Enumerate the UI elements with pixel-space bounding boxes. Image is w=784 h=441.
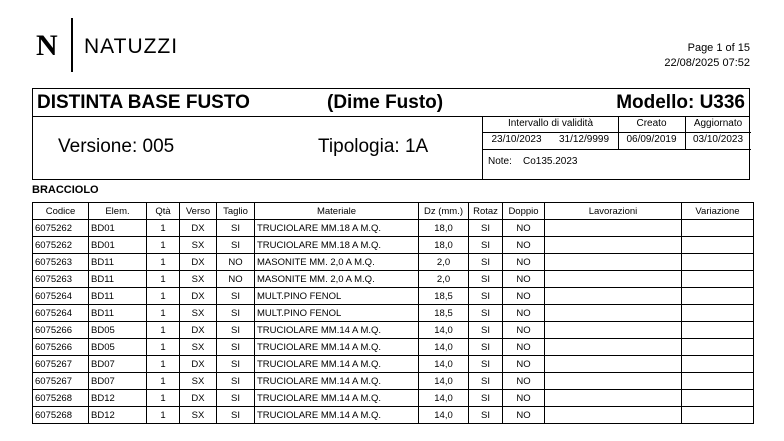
cell-materiale: TRUCIOLARE MM.14 A M.Q.: [255, 390, 419, 407]
cell-elem: BD01: [89, 220, 147, 237]
cell-doppio: NO: [503, 373, 545, 390]
brand-logo-divider: [71, 18, 73, 72]
cell-dz: 14,0: [419, 356, 469, 373]
cell-elem: BD12: [89, 390, 147, 407]
cell-taglio: SI: [217, 322, 255, 339]
cell-verso: DX: [180, 254, 217, 271]
table-row: [33, 220, 754, 237]
cell-qta: 1: [147, 288, 180, 305]
created-date: 06/09/2019: [626, 134, 677, 145]
cell-doppio: NO: [503, 305, 545, 322]
cell-rotaz: SI: [469, 339, 503, 356]
created-header: Creato: [636, 118, 667, 129]
cell-rotaz: SI: [469, 254, 503, 271]
brand-logo-letter: N: [36, 29, 58, 62]
cell-elem: BD11: [89, 271, 147, 288]
cell-materiale: TRUCIOLARE MM.14 A M.Q.: [255, 407, 419, 424]
cell-lavorazioni: [545, 220, 682, 237]
validity-from: 23/10/2023: [491, 134, 542, 145]
table-row: [33, 322, 754, 339]
cell-variazione: [682, 390, 754, 407]
cell-rotaz: SI: [469, 237, 503, 254]
cell-taglio: SI: [217, 356, 255, 373]
cell-doppio: NO: [503, 220, 545, 237]
cell-taglio: SI: [217, 305, 255, 322]
cell-verso: DX: [180, 356, 217, 373]
cell-elem: BD11: [89, 305, 147, 322]
cell-lavorazioni: [545, 254, 682, 271]
document-header-box: [32, 88, 750, 180]
cell-taglio: SI: [217, 390, 255, 407]
page-info: [664, 41, 750, 71]
cell-doppio: NO: [503, 288, 545, 305]
page-number: Page 1 of 15: [687, 42, 750, 54]
cell-qta: 1: [147, 271, 180, 288]
table-body: [33, 220, 754, 424]
cell-lavorazioni: [545, 305, 682, 322]
cell-variazione: [682, 305, 754, 322]
cell-codice: 6075264: [33, 288, 89, 305]
cell-materiale: TRUCIOLARE MM.14 A M.Q.: [255, 373, 419, 390]
cell-rotaz: SI: [469, 271, 503, 288]
column-header-materiale: Materiale: [255, 203, 419, 220]
cell-lavorazioni: [545, 407, 682, 424]
column-header-taglio: Taglio: [217, 203, 255, 220]
validity-to: 31/12/9999: [558, 134, 610, 145]
cell-dz: 18,5: [419, 305, 469, 322]
cell-doppio: NO: [503, 254, 545, 271]
column-header-qta: Qtà: [147, 203, 180, 220]
cell-lavorazioni: [545, 373, 682, 390]
cell-codice: 6075266: [33, 339, 89, 356]
cell-taglio: SI: [217, 237, 255, 254]
cell-doppio: NO: [503, 271, 545, 288]
cell-qta: 1: [147, 407, 180, 424]
cell-elem: BD12: [89, 407, 147, 424]
cell-qta: 1: [147, 254, 180, 271]
cell-lavorazioni: [545, 390, 682, 407]
cell-materiale: MULT.PINO FENOL: [255, 305, 419, 322]
cell-elem: BD01: [89, 237, 147, 254]
cell-variazione: [682, 237, 754, 254]
cell-dz: 18,0: [419, 220, 469, 237]
column-header-codice: Codice: [33, 203, 89, 220]
cell-materiale: TRUCIOLARE MM.18 A M.Q.: [255, 237, 419, 254]
column-header-verso: Verso: [180, 203, 217, 220]
print-datetime: 22/08/2025 07:52: [664, 57, 750, 69]
table-row: [33, 288, 754, 305]
cell-elem: BD11: [89, 254, 147, 271]
cell-qta: 1: [147, 305, 180, 322]
cell-codice: 6075263: [33, 254, 89, 271]
cell-rotaz: SI: [469, 356, 503, 373]
tipologia-label: Tipologia: 1A: [318, 136, 429, 157]
cell-dz: 2,0: [419, 271, 469, 288]
cell-codice: 6075263: [33, 271, 89, 288]
cell-taglio: SI: [217, 339, 255, 356]
cell-taglio: NO: [217, 271, 255, 288]
cell-rotaz: SI: [469, 322, 503, 339]
brand-logo-name: NATUZZI: [84, 35, 179, 58]
cell-variazione: [682, 288, 754, 305]
cell-lavorazioni: [545, 237, 682, 254]
cell-materiale: MASONITE MM. 2,0 A M.Q.: [255, 271, 419, 288]
cell-taglio: SI: [217, 288, 255, 305]
cell-dz: 18,0: [419, 237, 469, 254]
cell-dz: 2,0: [419, 254, 469, 271]
column-header-rotaz: Rotaz: [469, 203, 503, 220]
cell-materiale: MASONITE MM. 2,0 A M.Q.: [255, 254, 419, 271]
cell-verso: SX: [180, 339, 217, 356]
cell-verso: DX: [180, 390, 217, 407]
cell-qta: 1: [147, 237, 180, 254]
cell-rotaz: SI: [469, 373, 503, 390]
cell-verso: SX: [180, 407, 217, 424]
cell-dz: 14,0: [419, 407, 469, 424]
cell-dz: 18,5: [419, 288, 469, 305]
column-header-dz: Dz (mm.): [419, 203, 469, 220]
cell-elem: BD05: [89, 322, 147, 339]
table-row: [33, 271, 754, 288]
cell-qta: 1: [147, 339, 180, 356]
cell-codice: 6075264: [33, 305, 89, 322]
cell-rotaz: SI: [469, 220, 503, 237]
cell-dz: 14,0: [419, 373, 469, 390]
document-title: DISTINTA BASE FUSTO: [37, 92, 250, 113]
updated-header: Aggiornato: [693, 118, 743, 129]
cell-dz: 14,0: [419, 322, 469, 339]
cell-codice: 6075268: [33, 407, 89, 424]
cell-qta: 1: [147, 220, 180, 237]
cell-qta: 1: [147, 356, 180, 373]
note-value: Co135.2023: [523, 156, 578, 167]
column-header-lavorazioni: Lavorazioni: [545, 203, 682, 220]
cell-rotaz: SI: [469, 305, 503, 322]
updated-date: 03/10/2023: [692, 134, 744, 145]
cell-elem: BD07: [89, 356, 147, 373]
cell-verso: DX: [180, 322, 217, 339]
cell-doppio: NO: [503, 237, 545, 254]
cell-qta: 1: [147, 373, 180, 390]
cell-lavorazioni: [545, 356, 682, 373]
cell-variazione: [682, 254, 754, 271]
cell-verso: SX: [180, 271, 217, 288]
cell-codice: 6075267: [33, 373, 89, 390]
header-title-row: [33, 89, 749, 117]
cell-elem: BD11: [89, 288, 147, 305]
cell-variazione: [682, 407, 754, 424]
cell-rotaz: SI: [469, 390, 503, 407]
cell-dz: 14,0: [419, 339, 469, 356]
column-header-variazione: Variazione: [682, 203, 754, 220]
cell-variazione: [682, 373, 754, 390]
cell-variazione: [682, 339, 754, 356]
bom-table: [32, 202, 754, 424]
cell-materiale: TRUCIOLARE MM.18 A M.Q.: [255, 220, 419, 237]
cell-elem: BD05: [89, 339, 147, 356]
cell-lavorazioni: [545, 339, 682, 356]
version-label: Versione: 005: [58, 136, 175, 157]
cell-verso: SX: [180, 305, 217, 322]
cell-verso: SX: [180, 373, 217, 390]
cell-doppio: NO: [503, 322, 545, 339]
table-row: [33, 390, 754, 407]
cell-verso: SX: [180, 237, 217, 254]
validity-box: [482, 116, 751, 180]
validity-divider: [483, 149, 751, 150]
cell-rotaz: SI: [469, 407, 503, 424]
cell-elem: BD07: [89, 373, 147, 390]
cell-materiale: MULT.PINO FENOL: [255, 288, 419, 305]
cell-codice: 6075262: [33, 237, 89, 254]
cell-variazione: [682, 220, 754, 237]
cell-variazione: [682, 271, 754, 288]
table-row: [33, 356, 754, 373]
cell-lavorazioni: [545, 288, 682, 305]
cell-taglio: NO: [217, 254, 255, 271]
validity-header: Intervallo di validità: [507, 118, 594, 129]
cell-materiale: TRUCIOLARE MM.14 A M.Q.: [255, 339, 419, 356]
cell-doppio: NO: [503, 390, 545, 407]
column-header-elem: Elem.: [89, 203, 147, 220]
cell-codice: 6075268: [33, 390, 89, 407]
cell-lavorazioni: [545, 322, 682, 339]
table-header-row: [33, 203, 754, 220]
cell-doppio: NO: [503, 339, 545, 356]
cell-codice: 6075262: [33, 220, 89, 237]
cell-taglio: SI: [217, 373, 255, 390]
cell-verso: DX: [180, 288, 217, 305]
section-title: BRACCIOLO: [32, 184, 99, 196]
cell-variazione: [682, 322, 754, 339]
table-row: [33, 407, 754, 424]
cell-verso: DX: [180, 220, 217, 237]
cell-doppio: NO: [503, 356, 545, 373]
table-row: [33, 339, 754, 356]
table-row: [33, 237, 754, 254]
cell-taglio: SI: [217, 407, 255, 424]
cell-codice: 6075266: [33, 322, 89, 339]
column-header-doppio: Doppio: [503, 203, 545, 220]
cell-materiale: TRUCIOLARE MM.14 A M.Q.: [255, 322, 419, 339]
model-label: Modello: U336: [616, 92, 745, 113]
document-subtitle: (Dime Fusto): [327, 92, 444, 113]
cell-doppio: NO: [503, 407, 545, 424]
cell-qta: 1: [147, 390, 180, 407]
table-row: [33, 305, 754, 322]
cell-codice: 6075267: [33, 356, 89, 373]
note-label: Note:: [488, 156, 512, 167]
cell-qta: 1: [147, 322, 180, 339]
cell-lavorazioni: [545, 271, 682, 288]
table-row: [33, 373, 754, 390]
cell-dz: 14,0: [419, 390, 469, 407]
cell-variazione: [682, 356, 754, 373]
table-row: [33, 254, 754, 271]
cell-taglio: SI: [217, 220, 255, 237]
cell-rotaz: SI: [469, 288, 503, 305]
cell-materiale: TRUCIOLARE MM.14 A M.Q.: [255, 356, 419, 373]
